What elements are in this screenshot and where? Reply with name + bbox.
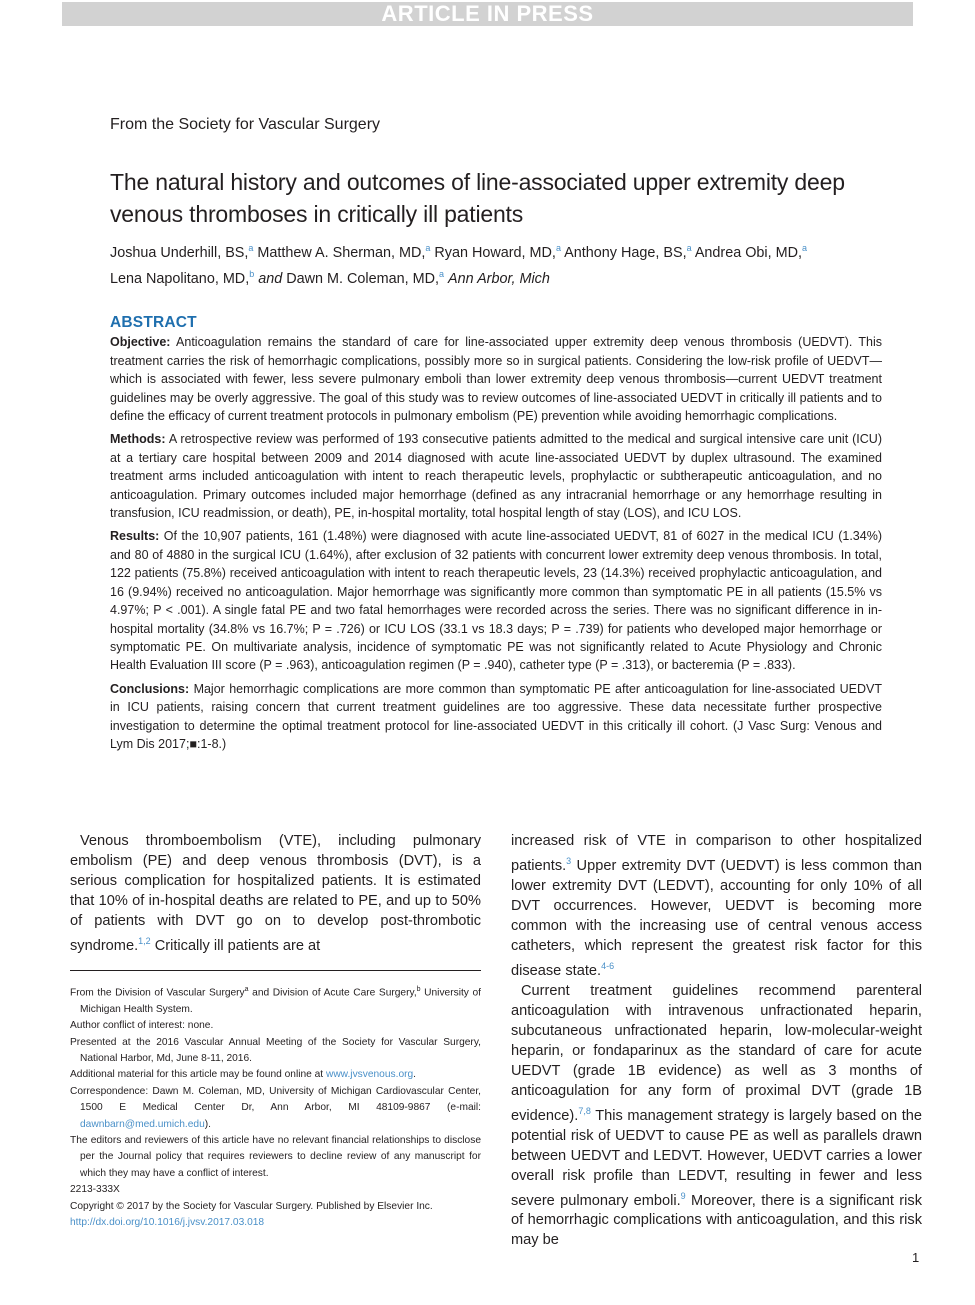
body-column-left [70,831,481,956]
body-text: This management strategy is largely based on the potential risk of UEDVT to cause PE as well as parallels drawn between UEDVT and LEDVT. However, UEDVT carries a lower overall risk profile than LEDVT, resulting in fewer and less severe pulmonary emboli. [511,1107,922,1209]
affiliation-mark[interactable]: a [438,268,444,279]
author: Anthony Hage, BS, [564,244,687,261]
page-number: 1 [912,1250,920,1265]
article-in-press-banner: ARTICLE IN PRESS [62,2,913,26]
author: Matthew A. Sherman, MD, [257,244,426,261]
conclusions-label: Conclusions: [110,681,190,696]
footnote-text: From the Division of Vascular Surgery [70,987,245,999]
affiliation-mark[interactable]: b [249,268,255,279]
body-paragraph [511,981,922,1251]
abstract-results [110,527,882,674]
section-label: From the Society for Vascular Surgery [110,116,381,133]
conclusions-text: Major hemorrhagic complications are more common than symptomatic PE after anticoagulation for line-associated UEDVT in ICU patients, raising concern that current treatment guidelines are too aggressive. These data necessitate further prospective investigation to determine the optimal treatment protocol for line-associated UEDVT in this critically ill cohort. (J Vasc Surg: Venous and Lym Dis 2017;■:1-8.) [110,681,882,751]
body-text: Current treatment guidelines recommend parenteral anticoagulation with intravenous unfractionated heparin, subcutaneous unfractionated heparin, low-molecular-weight heparin, or fondaparinux as the standard of care for acute UEDVT (grade 1B evidence) as well as 3 months of anticoagulation for any form of proximal DVT (grade 1B evidence). [511,982,922,1124]
author: Lena Napolitano, MD, [110,270,250,287]
author: Ryan Howard, MD, [434,244,556,261]
body-column-right [511,831,922,1250]
doi-link[interactable]: http://dx.doi.org/10.1016/j.jvsv.2017.03.018 [70,1217,265,1229]
affiliation-mark[interactable]: a [555,243,561,253]
methods-label: Methods: [110,432,166,447]
abstract-conclusions [110,680,882,754]
body-text: increased risk of VTE in comparison to other hospitalized patients. [511,833,922,874]
author-list [110,238,890,290]
footnote-additional [70,1067,481,1083]
email-link[interactable]: dawnbarn@med.umich.edu [80,1118,205,1130]
abstract [110,314,882,758]
footnote-copyright: Copyright © 2017 by the Society for Vascular Surgery. Published by Elsevier Inc. [70,1200,433,1212]
footnote-affiliations [70,982,481,1018]
affiliation-mark[interactable]: a [248,243,254,253]
body-text: Moreover, there is a significant risk of hemorrhagic complications with anticoagulation, and this risk may be [511,1192,922,1249]
affiliation-mark: b [416,986,421,993]
objective-label: Objective: [110,335,171,350]
citation-link[interactable]: 3 [566,856,572,866]
body-text: Critically ill patients are at [150,937,321,954]
footnote-text: ). [204,1118,211,1130]
affiliation-mark[interactable]: a [425,243,431,253]
conjunction: and [258,270,283,287]
results-label: Results: [110,529,160,544]
body-text: Upper extremity DVT (UEDVT) is less common than lower extremity DVT (LEDVT), accounting for only 10% of all DVT occurrences. However, UEDVT is becoming more common with the increasing use of central venous access catheters, which represent the greatest risk factor for this disease state. [511,857,922,979]
footnote-text: Correspondence: Dawn M. Coleman, MD, University of Michigan Cardiovascular Center, 1500 E Medical Center Dr, Ann Arbor, MI 48109-9867 (e-mail: [70,1085,481,1114]
author-location: Ann Arbor, Mich [448,270,550,287]
article-title: The natural history and outcomes of line-associated upper extremity deep venous thromboses in critically ill patients [110,169,845,227]
affiliation-mark[interactable]: a [686,243,692,253]
objective-text: Anticoagulation remains the standard of care for line-associated upper extremity deep venous thrombosis (UEDVT). This treatment carries the risk of hemorrhagic complications, possibly more so in surgical patients. Considering the low-risk profile of UEDVT—which is associated with fewer, less severe pulmonary emboli than lower extremity deep venous thrombosis—current UEDVT treatment guidelines may be overly aggressive. The goal of this study was to review outcomes of line-associated UEDVT in critically ill patients and to define the efficacy of current treatment protocols in pulmonary embolism (PE) prevention while avoiding hemorrhagic complications. [110,335,882,424]
results-text: Of the 10,907 patients, 161 (1.48%) were diagnosed with acute line-associated UEDVT, 81 of 6027 in the medical ICU (1.34%) and 80 of 4880 in the surgical ICU (1.64%), after exclusion of 32 patients with concurrent lower extremity deep venous thrombosis. In total, 122 patients (75.8%) received anticoagulation with intent to reach therapeutic levels, 23 (14.3%) received prophylactic anticoagulation, and 16 (9.94%) received no anticoagulation. Major hemorrhage was significantly more common than symptomatic PE in all patients (15.5% vs 4.97%; P < .001). A single fatal PE and two fatal hemorrhages were recorded across the series. There was no significant difference in in-hospital mortality (34.8% vs 16.7%; P = .726) or ICU LOS (33.1 vs 18.3 days; P = .739) for patients who developed major hemorrhage or symptomatic PE. On multivariate analysis, incidence of symptomatic PE was not significantly related to Acute Physiology and Chronic Health Evaluation III score (P = .963), anticoagulation regimen (P = .940), catheter type (P = .313), or bacteremia (P = .833). [110,529,882,673]
abstract-heading: ABSTRACT [110,314,197,331]
footnote-text: University of Michigan Health System. [80,987,481,1015]
website-link[interactable]: www.jvsvenous.org [325,1069,414,1081]
abstract-methods [110,430,882,522]
citation-link[interactable]: 9 [680,1190,686,1201]
affiliation-mark[interactable]: a [801,243,807,253]
affiliation-mark: a [244,986,249,993]
body-paragraph [511,831,922,981]
footnote-correspondence [70,1084,481,1133]
citation-link[interactable]: 1,2 [138,936,151,946]
footnote-conflict: Author conflict of interest: none. [70,1020,214,1032]
body-paragraph [70,831,481,956]
footnote-divider [70,970,481,971]
author: Dawn M. Coleman, MD, [286,270,439,287]
abstract-objective [110,333,882,425]
footnote-text: Additional material for this article may be found online at [70,1069,326,1081]
footnote-presented: Presented at the 2016 Vascular Annual Meeting of the Society for Vascular Surgery, National Harbor, Md, June 8-11, 2016. [70,1036,481,1065]
author: Andrea Obi, MD, [694,244,802,261]
citation-link[interactable]: 4-6 [601,960,615,971]
methods-text: A retrospective review was performed of 193 consecutive patients admitted to the medical and surgical intensive care unit (ICU) at a tertiary care hospital between 2009 and 2014 diagnosed with acute line-associated UEDVT by duplex ultrasound. The examined treatment arms included anticoagulation with intent to reach therapeutic levels, prophylactic or subtherapeutic anticoagulation, and no anticoagulation. Primary outcomes included major hemorrhage (defined as any intracranial hemorrhage or any hemorrhage resulting in transfusion, ICU readmission, or death), PE, in-hospital mortality, total hospital length of stay (LOS), and ICU LOS. [110,432,882,521]
footnote-issn: 2213-333X [70,1184,120,1196]
footnote-text: and Division of Acute Care Surgery, [248,987,417,999]
body-text: Venous thromboembolism (VTE), including pulmonary embolism (PE) and deep venous thrombosis (DVT), is a serious complication for hospitalized patients. It is estimated that 10% of in-hospital deaths are related to PE, and up to 50% of patients with DVT go on to develop post-thrombotic syndrome. [70,833,481,954]
footnotes [70,982,481,1231]
footnote-text: . [413,1069,417,1081]
citation-link[interactable]: 7,8 [578,1105,591,1116]
author: Joshua Underhill, BS, [110,244,249,261]
footnote-editors: The editors and reviewers of this article have no relevant financial relationships to disclose per the Journal policy that requires reviewers to decline review of any manuscript for which they may have a conflict of interest. [70,1135,481,1179]
